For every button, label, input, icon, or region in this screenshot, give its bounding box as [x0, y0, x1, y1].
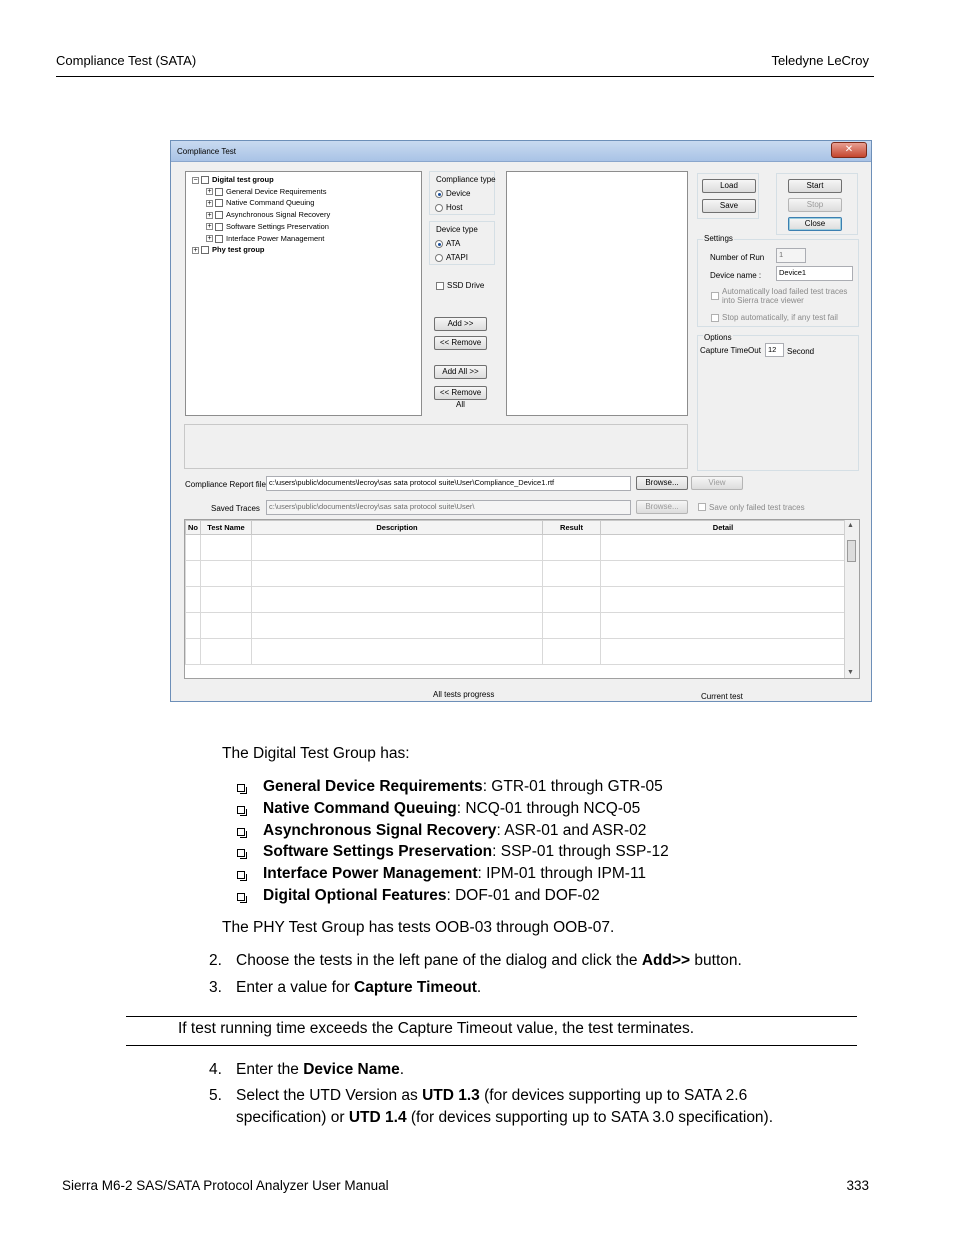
- tree-checkbox[interactable]: [215, 199, 223, 207]
- atapi-radio[interactable]: [435, 254, 443, 262]
- tree-item-label: Native Command Queuing: [226, 198, 315, 208]
- step-4-text-c: .: [399, 1061, 405, 1078]
- list-item-title: Interface Power Management: [263, 865, 478, 883]
- table-row[interactable]: [186, 639, 846, 665]
- view-button[interactable]: View: [691, 476, 743, 490]
- step-5-utd14-bold: UTD 1.4: [348, 1109, 407, 1126]
- step-5-text-f: (for devices supporting up to SATA 3.0 specification).: [406, 1109, 774, 1126]
- save-only-failed-label: Save only failed test traces: [709, 503, 805, 512]
- selected-tests-panel[interactable]: [506, 171, 688, 416]
- host-radio[interactable]: [435, 204, 443, 212]
- expand-icon[interactable]: +: [207, 235, 212, 243]
- tree-item-label: General Device Requirements: [226, 186, 327, 196]
- step-3-text-a: Enter a value for: [236, 979, 355, 996]
- step-2-text-c: button.: [690, 952, 742, 969]
- tree-item-label: Digital test group: [212, 175, 274, 184]
- step-2-text: [236, 952, 742, 970]
- table-row[interactable]: [186, 613, 846, 639]
- list-item: [263, 887, 600, 905]
- ata-radio-label: ATA: [446, 239, 461, 248]
- step-4-device-name-bold: Device Name: [303, 1061, 400, 1078]
- scroll-down-icon[interactable]: ▼: [847, 669, 854, 676]
- capture-timeout-unit: Second: [787, 347, 815, 356]
- number-of-run-field[interactable]: 1: [776, 248, 806, 263]
- tree-item-label: Interface Power Management: [226, 233, 325, 243]
- step-5-text-line2: [236, 1109, 773, 1127]
- expand-icon[interactable]: +: [207, 211, 212, 219]
- tree-checkbox[interactable]: [215, 223, 223, 231]
- checkbox-bullet-icon: [237, 828, 245, 836]
- browse-report-button[interactable]: Browse...: [636, 476, 688, 490]
- tree-checkbox[interactable]: [201, 246, 209, 254]
- status-area: [184, 424, 688, 469]
- tree-checkbox[interactable]: [215, 235, 223, 243]
- stop-auto-checkbox[interactable]: [711, 314, 719, 322]
- col-detail[interactable]: Detail: [601, 521, 846, 535]
- list-item: [263, 865, 646, 883]
- settings-group: [697, 234, 859, 327]
- stop-auto-label: Stop automatically, if any test fail: [722, 313, 838, 322]
- results-table[interactable]: [184, 519, 860, 679]
- note-rule-top: [126, 1016, 857, 1017]
- options-label: Options: [704, 333, 732, 342]
- table-row[interactable]: [186, 561, 846, 587]
- capture-timeout-label: Capture TimeOut: [700, 346, 761, 355]
- step-3-number: 3.: [209, 979, 222, 996]
- col-description[interactable]: Description: [252, 521, 543, 535]
- device-radio[interactable]: [435, 190, 443, 198]
- expand-icon[interactable]: −: [193, 176, 198, 184]
- expand-icon[interactable]: +: [207, 188, 212, 196]
- list-item-title: General Device Requirements: [263, 778, 483, 795]
- expand-icon[interactable]: +: [193, 246, 198, 254]
- start-button[interactable]: Start: [788, 179, 842, 193]
- auto-load-label-2: into Sierra trace viewer: [722, 296, 804, 305]
- list-item-title: Digital Optional Features: [263, 887, 447, 904]
- checkbox-bullet-icon: [237, 893, 245, 901]
- ssd-drive-label: SSD Drive: [447, 281, 485, 290]
- step-2-text-a: Choose the tests in the left pane of the dialog and click the: [236, 952, 642, 969]
- scroll-thumb[interactable]: [847, 540, 856, 562]
- table-row[interactable]: [186, 535, 846, 561]
- number-of-run-label: Number of Run: [710, 253, 765, 262]
- browse-traces-button[interactable]: Browse...: [636, 500, 688, 514]
- list-item-title: Asynchronous Signal Recovery: [263, 821, 497, 839]
- save-only-failed-checkbox[interactable]: [698, 503, 706, 511]
- list-item: [263, 822, 646, 840]
- compliance-test-dialog: [170, 140, 872, 702]
- device-type-label: Device type: [436, 225, 478, 234]
- device-type-group: [429, 221, 495, 265]
- note-text: If test running time exceeds the Capture Timeout value, the test terminates.: [178, 1020, 695, 1037]
- step-4-text-a: Enter the: [236, 1061, 304, 1078]
- step-3-text-c: .: [476, 979, 482, 996]
- col-result[interactable]: Result: [543, 521, 601, 535]
- list-item-range: : ASR-01 and ASR-02: [496, 821, 647, 839]
- auto-load-checkbox[interactable]: [711, 292, 719, 300]
- header-left: Compliance Test (SATA): [56, 53, 197, 68]
- phy-group-text: The PHY Test Group has tests OOB-03 through OOB-07.: [222, 919, 615, 936]
- step-4-number: 4.: [209, 1061, 222, 1078]
- step-5-text-c: (for devices supporting up to SATA 2.6: [479, 1087, 748, 1104]
- checkbox-bullet-icon: [237, 849, 245, 857]
- test-tree-panel[interactable]: [185, 171, 422, 416]
- list-item-range: : GTR-01 through GTR-05: [482, 778, 663, 795]
- stop-button[interactable]: Stop: [788, 198, 842, 212]
- atapi-radio-label: ATAPI: [446, 253, 468, 262]
- list-item-range: : DOF-01 and DOF-02: [446, 887, 600, 904]
- header-rule: [56, 76, 874, 77]
- expand-icon[interactable]: +: [207, 223, 212, 231]
- dialog-title: Compliance Test: [177, 147, 236, 156]
- tree-checkbox[interactable]: [215, 188, 223, 196]
- checkbox-bullet-icon: [237, 871, 245, 879]
- saved-traces-label: Saved Traces: [211, 504, 260, 513]
- tree-item[interactable]: [206, 198, 314, 209]
- step-4-text: [236, 1061, 404, 1079]
- remove-button[interactable]: << Remove: [434, 336, 487, 350]
- list-item-range: : IPM-01 through IPM-11: [477, 865, 647, 883]
- footer-page-number: 333: [846, 1178, 869, 1193]
- add-all-button[interactable]: Add All >>: [434, 365, 487, 379]
- step-3-capture-bold: Capture Timeout: [354, 979, 477, 996]
- tree-item[interactable]: [206, 187, 326, 198]
- report-file-field[interactable]: c:\users\public\documents\lecroy\sas sata protocol suite\User\Compliance_Device1.rtf: [266, 476, 631, 491]
- options-group: [697, 335, 859, 471]
- step-5-text-d: specification) or: [236, 1109, 349, 1126]
- dialog-titlebar: [171, 141, 871, 162]
- header-right: Teledyne LeCroy: [771, 53, 869, 68]
- close-button[interactable]: Close: [788, 217, 842, 231]
- compliance-type-group: [429, 171, 495, 215]
- table-scrollbar[interactable]: [844, 520, 859, 678]
- step-2-number: 2.: [209, 952, 222, 969]
- all-tests-progress-label: All tests progress: [433, 690, 495, 699]
- current-test-label: Current test: [701, 692, 743, 701]
- footer-left: Sierra M6-2 SAS/SATA Protocol Analyzer User Manual: [62, 1178, 389, 1193]
- list-item-range: : NCQ-01 through NCQ-05: [456, 799, 641, 817]
- note-rule-bottom: [126, 1045, 857, 1046]
- checkbox-bullet-icon: [237, 784, 245, 792]
- tree-checkbox[interactable]: [201, 176, 209, 184]
- device-name-field[interactable]: Device1: [776, 266, 853, 281]
- step-5-text-line1: [236, 1087, 747, 1105]
- tree-item-label: Software Settings Preservation: [226, 221, 329, 231]
- expand-icon[interactable]: +: [207, 199, 212, 207]
- table-row[interactable]: [186, 587, 846, 613]
- step-5-utd13-bold: UTD 1.3: [422, 1087, 480, 1104]
- tree-item-label: Asynchronous Signal Recovery: [226, 210, 331, 220]
- device-name-label: Device name :: [710, 271, 762, 280]
- saved-traces-field[interactable]: c:\users\public\documents\lecroy\sas sata protocol suite\User\: [266, 500, 631, 515]
- tree-item[interactable]: [206, 222, 329, 233]
- remove-all-button[interactable]: << Remove All: [434, 386, 487, 400]
- load-button[interactable]: Load: [702, 179, 756, 193]
- add-button[interactable]: Add >>: [434, 317, 487, 331]
- compliance-type-label: Compliance type: [436, 175, 496, 184]
- col-test-name[interactable]: Test Name: [201, 521, 252, 535]
- host-radio-label: Host: [446, 203, 463, 212]
- tree-item-label: Phy test group: [212, 245, 265, 255]
- list-item-title: Native Command Queuing: [263, 799, 457, 817]
- auto-load-label-1: Automatically load failed test traces: [722, 287, 848, 296]
- list-item: [263, 843, 669, 861]
- settings-label: Settings: [704, 234, 733, 243]
- col-no[interactable]: No: [186, 521, 201, 535]
- list-item: [263, 778, 663, 796]
- ata-radio[interactable]: [435, 240, 443, 248]
- tree-item[interactable]: [206, 210, 330, 221]
- step-5-text-a: Select the UTD Version as: [236, 1087, 423, 1104]
- step-2-add-bold: Add>>: [641, 952, 691, 969]
- ssd-drive-checkbox[interactable]: [436, 282, 444, 290]
- tree-item[interactable]: [192, 245, 265, 256]
- device-radio-label: Device: [446, 189, 471, 198]
- list-item-title: Software Settings Preservation: [263, 843, 493, 861]
- tree-checkbox[interactable]: [215, 211, 223, 219]
- scroll-up-icon[interactable]: ▲: [847, 522, 854, 529]
- load-save-group: [697, 173, 759, 219]
- capture-timeout-field[interactable]: 12: [765, 343, 784, 357]
- report-file-label: Compliance Report file: [185, 480, 266, 489]
- list-item-range: : SSP-01 through SSP-12: [492, 843, 669, 861]
- digital-group-intro: The Digital Test Group has:: [222, 745, 410, 762]
- step-3-text: [236, 979, 481, 997]
- checkbox-bullet-icon: [237, 806, 245, 814]
- tree-item[interactable]: [206, 234, 324, 245]
- tree-item[interactable]: [192, 175, 274, 186]
- run-control-group: [776, 173, 858, 235]
- list-item: [263, 800, 640, 818]
- close-window-button[interactable]: ✕: [831, 142, 867, 158]
- step-5-number: 5.: [209, 1087, 222, 1104]
- save-button[interactable]: Save: [702, 199, 756, 213]
